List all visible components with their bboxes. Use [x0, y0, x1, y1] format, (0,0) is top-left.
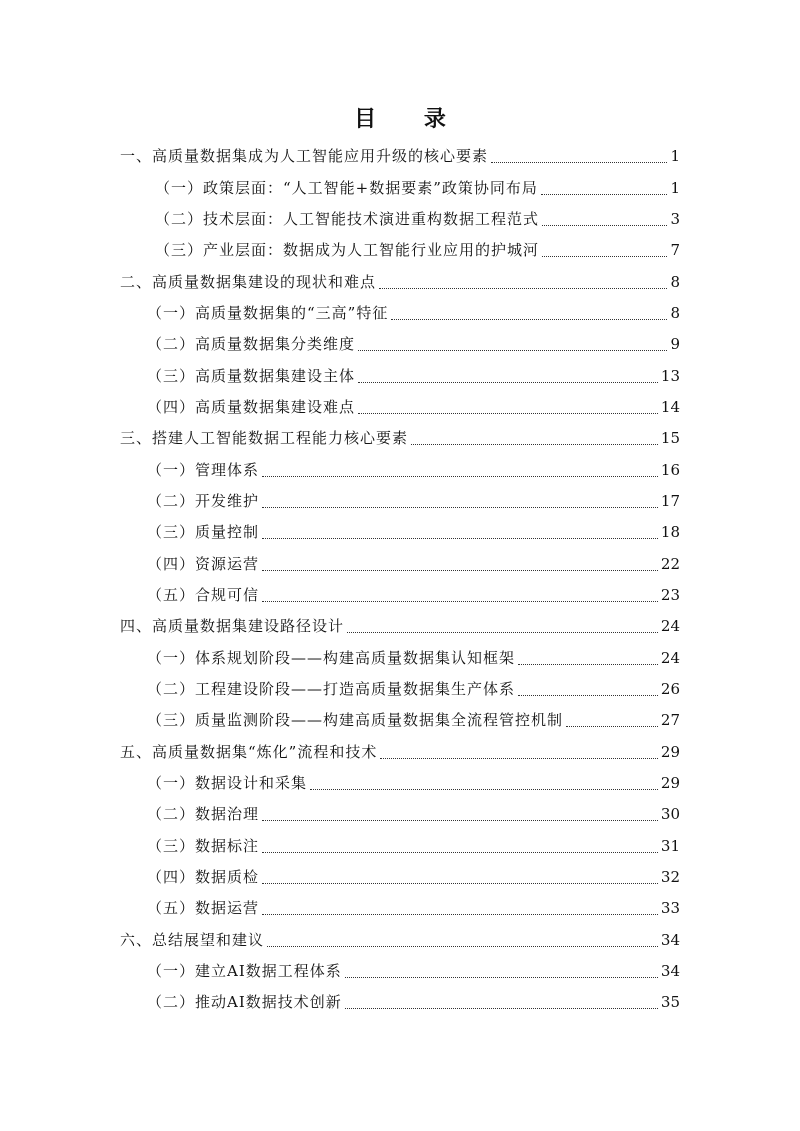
toc-list [0, 141, 800, 1019]
toc-entry[interactable] [0, 925, 800, 956]
toc-entry[interactable] [0, 674, 800, 705]
dot-leader [542, 256, 667, 257]
toc-entry[interactable] [0, 643, 800, 674]
dot-leader [262, 820, 658, 821]
toc-entry[interactable] [0, 204, 800, 235]
dot-leader [310, 789, 658, 790]
dot-leader [491, 162, 667, 163]
toc-entry-text: （一）体系规划阶段——构建高质量数据集认知框架 [147, 648, 516, 667]
dot-leader [391, 319, 667, 320]
toc-page-number: 24 [660, 648, 680, 667]
dot-leader [358, 413, 658, 414]
toc-page-number: 9 [670, 335, 680, 354]
toc-entry-text: （二）推动AI数据技术创新 [147, 993, 342, 1012]
toc-page-number: 24 [660, 617, 680, 636]
toc-entry[interactable] [0, 956, 800, 987]
toc-entry[interactable] [0, 548, 800, 579]
dot-leader [358, 382, 658, 383]
dot-leader [262, 601, 658, 602]
toc-page-number: 3 [670, 209, 680, 228]
toc-page-number: 35 [660, 993, 680, 1012]
toc-page-number: 32 [660, 868, 680, 887]
toc-page-number: 29 [660, 742, 680, 761]
toc-entry-text: （一）数据设计和采集 [147, 774, 308, 793]
toc-page-number: 1 [670, 147, 680, 166]
toc-entry-text: （五）合规可信 [147, 585, 260, 604]
toc-page-number: 7 [670, 241, 680, 260]
dot-leader [345, 977, 658, 978]
toc-entry[interactable] [0, 862, 800, 893]
dot-leader [379, 288, 667, 289]
dot-leader [518, 695, 658, 696]
dot-leader [380, 758, 658, 759]
toc-entry-text: （五）数据运营 [147, 899, 260, 918]
toc-entry-text: （二）工程建设阶段——打造高质量数据集生产体系 [147, 680, 516, 699]
toc-page-number: 1 [670, 178, 680, 197]
dot-leader [262, 852, 658, 853]
toc-entry-text: （二）数据治理 [147, 805, 260, 824]
toc-entry-text: （三）质量监测阶段——构建高质量数据集全流程管控机制 [147, 711, 564, 730]
toc-entry-text: （三）高质量数据集建设主体 [147, 366, 356, 385]
toc-entry[interactable] [0, 831, 800, 862]
toc-entry-text: 三、搭建人工智能数据工程能力核心要素 [120, 429, 409, 448]
toc-entry[interactable] [0, 392, 800, 423]
toc-entry[interactable] [0, 799, 800, 830]
toc-entry[interactable] [0, 486, 800, 517]
toc-entry-text: （四）高质量数据集建设难点 [147, 397, 356, 416]
toc-entry-text: （四）资源运营 [147, 554, 260, 573]
toc-page-number: 13 [660, 366, 680, 385]
toc-entry-text: （三）数据标注 [147, 836, 260, 855]
toc-entry-text: （一）建立AI数据工程体系 [147, 962, 342, 981]
dot-leader [262, 914, 658, 915]
toc-entry[interactable] [0, 266, 800, 297]
dot-leader [541, 194, 668, 195]
dot-leader [262, 538, 658, 539]
toc-page-number: 14 [660, 397, 680, 416]
toc-entry[interactable] [0, 768, 800, 799]
toc-title: 目 录 [354, 107, 466, 132]
toc-page-number: 27 [660, 711, 680, 730]
toc-entry[interactable] [0, 893, 800, 924]
toc-page-number: 33 [660, 899, 680, 918]
toc-entry-text: 二、高质量数据集建设的现状和难点 [120, 272, 377, 291]
toc-page-number: 8 [670, 272, 680, 291]
toc-entry-text: （一）高质量数据集的“三高”特征 [147, 303, 389, 322]
toc-page-number: 17 [660, 491, 680, 510]
toc-entry-text: （三）产业层面：数据成为人工智能行业应用的护城河 [155, 241, 540, 260]
toc-entry[interactable] [0, 454, 800, 485]
toc-entry[interactable] [0, 517, 800, 548]
toc-entry[interactable] [0, 235, 800, 266]
toc-entry-text: 四、高质量数据集建设路径设计 [120, 617, 345, 636]
dot-leader [518, 664, 658, 665]
toc-entry-text: （四）数据质检 [147, 868, 260, 887]
toc-entry-text: （一）管理体系 [147, 460, 260, 479]
toc-entry[interactable] [0, 423, 800, 454]
toc-page-number: 29 [660, 774, 680, 793]
toc-page-number: 26 [660, 680, 680, 699]
toc-entry[interactable] [0, 141, 800, 172]
toc-entry-text: （二）开发维护 [147, 491, 260, 510]
toc-entry-text: 五、高质量数据集“炼化”流程和技术 [120, 742, 378, 761]
dot-leader [267, 946, 658, 947]
dot-leader [262, 476, 658, 477]
toc-entry[interactable] [0, 705, 800, 736]
toc-entry[interactable] [0, 360, 800, 391]
dot-leader [262, 507, 658, 508]
dot-leader [262, 570, 658, 571]
toc-page-number: 18 [660, 523, 680, 542]
toc-page-number: 31 [660, 836, 680, 855]
toc-entry[interactable] [0, 987, 800, 1018]
toc-entry[interactable] [0, 580, 800, 611]
dot-leader [411, 444, 658, 445]
toc-entry[interactable] [0, 611, 800, 642]
toc-entry[interactable] [0, 329, 800, 360]
toc-entry[interactable] [0, 172, 800, 203]
toc-page-number: 16 [660, 460, 680, 479]
toc-entry-text: （二）技术层面：人工智能技术演进重构数据工程范式 [155, 209, 540, 228]
toc-entry-text: 一、高质量数据集成为人工智能应用升级的核心要素 [120, 147, 489, 166]
toc-entry[interactable] [0, 737, 800, 768]
toc-page-number: 34 [660, 930, 680, 949]
toc-entry-text: （二）高质量数据集分类维度 [147, 335, 356, 354]
dot-leader [566, 726, 658, 727]
toc-page-number: 23 [660, 585, 680, 604]
toc-page-number: 8 [670, 303, 680, 322]
dot-leader [358, 350, 667, 351]
toc-page-number: 30 [660, 805, 680, 824]
toc-entry-text: （三）质量控制 [147, 523, 260, 542]
toc-entry[interactable] [0, 298, 800, 329]
dot-leader [345, 1008, 658, 1009]
dot-leader [542, 225, 667, 226]
dot-leader [347, 632, 658, 633]
toc-page-number: 22 [660, 554, 680, 573]
dot-leader [262, 883, 658, 884]
toc-entry-text: 六、总结展望和建议 [120, 930, 265, 949]
toc-page-number: 34 [660, 962, 680, 981]
toc-entry-text: （一）政策层面：“人工智能+数据要素”政策协同布局 [155, 178, 538, 197]
toc-page-number: 15 [660, 429, 680, 448]
